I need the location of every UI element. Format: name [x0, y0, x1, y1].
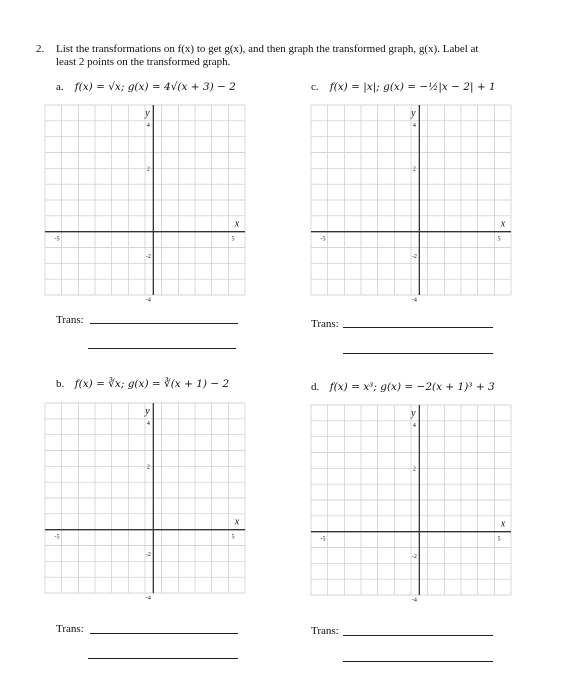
y-tick-label: 2	[146, 166, 150, 173]
x-axis-label: x	[234, 516, 240, 528]
trans-line-b1[interactable]	[90, 633, 238, 634]
graph-c[interactable]	[311, 105, 511, 304]
problem-formula: f(x) = ∛x; g(x) = ∛(x + 1) − 2	[74, 378, 230, 390]
problem-letter: d.	[311, 381, 320, 393]
trans-label-d: Trans:	[311, 625, 339, 637]
x-axis-label: x	[500, 518, 506, 530]
question-text-line2: least 2 points on the transformed graph.	[56, 56, 231, 68]
y-tick-label: 4	[412, 122, 416, 129]
x-tick-label-neg: -5	[54, 534, 60, 541]
y-axis-label: y	[411, 108, 416, 119]
y-tick-label: 2	[146, 464, 150, 471]
x-axis-label: x	[234, 218, 240, 230]
problem-formula: f(x) = x³; g(x) = −2(x + 1)³ + 3	[329, 381, 495, 393]
trans-label-c: Trans:	[311, 318, 339, 330]
y-tick-label: -2	[411, 553, 417, 560]
trans-line-d2[interactable]	[343, 661, 493, 662]
problem-letter: a.	[56, 81, 64, 93]
trans-line-d1[interactable]	[343, 635, 493, 636]
y-tick-label: 4	[146, 122, 150, 129]
question-text	[56, 43, 526, 69]
graph-a[interactable]	[45, 105, 245, 304]
y-tick-label: -2	[145, 253, 151, 260]
graph-d[interactable]	[311, 405, 511, 604]
trans-line-c2[interactable]	[343, 353, 493, 354]
y-tick-label: -4	[145, 297, 151, 304]
y-axis-label: y	[145, 406, 150, 417]
x-tick-label-neg: -5	[54, 236, 60, 243]
problem-formula: f(x) = |x|; g(x) = −½|x − 2| + 1	[329, 81, 496, 93]
x-tick-label-neg: -5	[320, 536, 326, 543]
trans-line-b2[interactable]	[88, 658, 238, 659]
y-tick-label: -2	[411, 253, 417, 260]
y-axis-label: y	[145, 108, 150, 119]
y-tick-label: 2	[412, 166, 416, 173]
problem-d-header	[311, 381, 495, 393]
y-axis-label: y	[411, 408, 416, 419]
x-tick-label-pos: 5	[497, 536, 501, 543]
y-tick-label: -2	[145, 551, 151, 558]
problem-letter: c.	[311, 81, 319, 93]
problem-letter: b.	[56, 378, 65, 390]
trans-line-c1[interactable]	[343, 327, 493, 328]
question-number: 2.	[36, 43, 45, 55]
y-tick-label: -4	[145, 595, 151, 602]
trans-line-a1[interactable]	[90, 323, 238, 324]
graph-b[interactable]	[45, 403, 245, 602]
problem-formula: f(x) = √x; g(x) = 4√(x + 3) − 2	[74, 81, 236, 93]
x-tick-label-pos: 5	[231, 534, 235, 541]
y-tick-label: 2	[412, 466, 416, 473]
trans-label-a: Trans:	[56, 314, 84, 326]
y-tick-label: -4	[411, 597, 417, 604]
y-tick-label: 4	[412, 422, 416, 429]
question-text-line1: List the transformations on f(x) to get g(x), and then graph the transformed graph, g(x). Label at	[56, 43, 479, 55]
x-tick-label-pos: 5	[497, 236, 501, 243]
x-tick-label-pos: 5	[231, 236, 235, 243]
y-tick-label: 4	[146, 420, 150, 427]
problem-a-header	[56, 81, 236, 93]
y-tick-label: -4	[411, 297, 417, 304]
x-tick-label-neg: -5	[320, 236, 326, 243]
problem-c-header	[311, 81, 496, 93]
trans-label-b: Trans:	[56, 623, 84, 635]
x-axis-label: x	[500, 218, 506, 230]
problem-b-header	[56, 378, 229, 390]
trans-line-a2[interactable]	[88, 348, 236, 349]
